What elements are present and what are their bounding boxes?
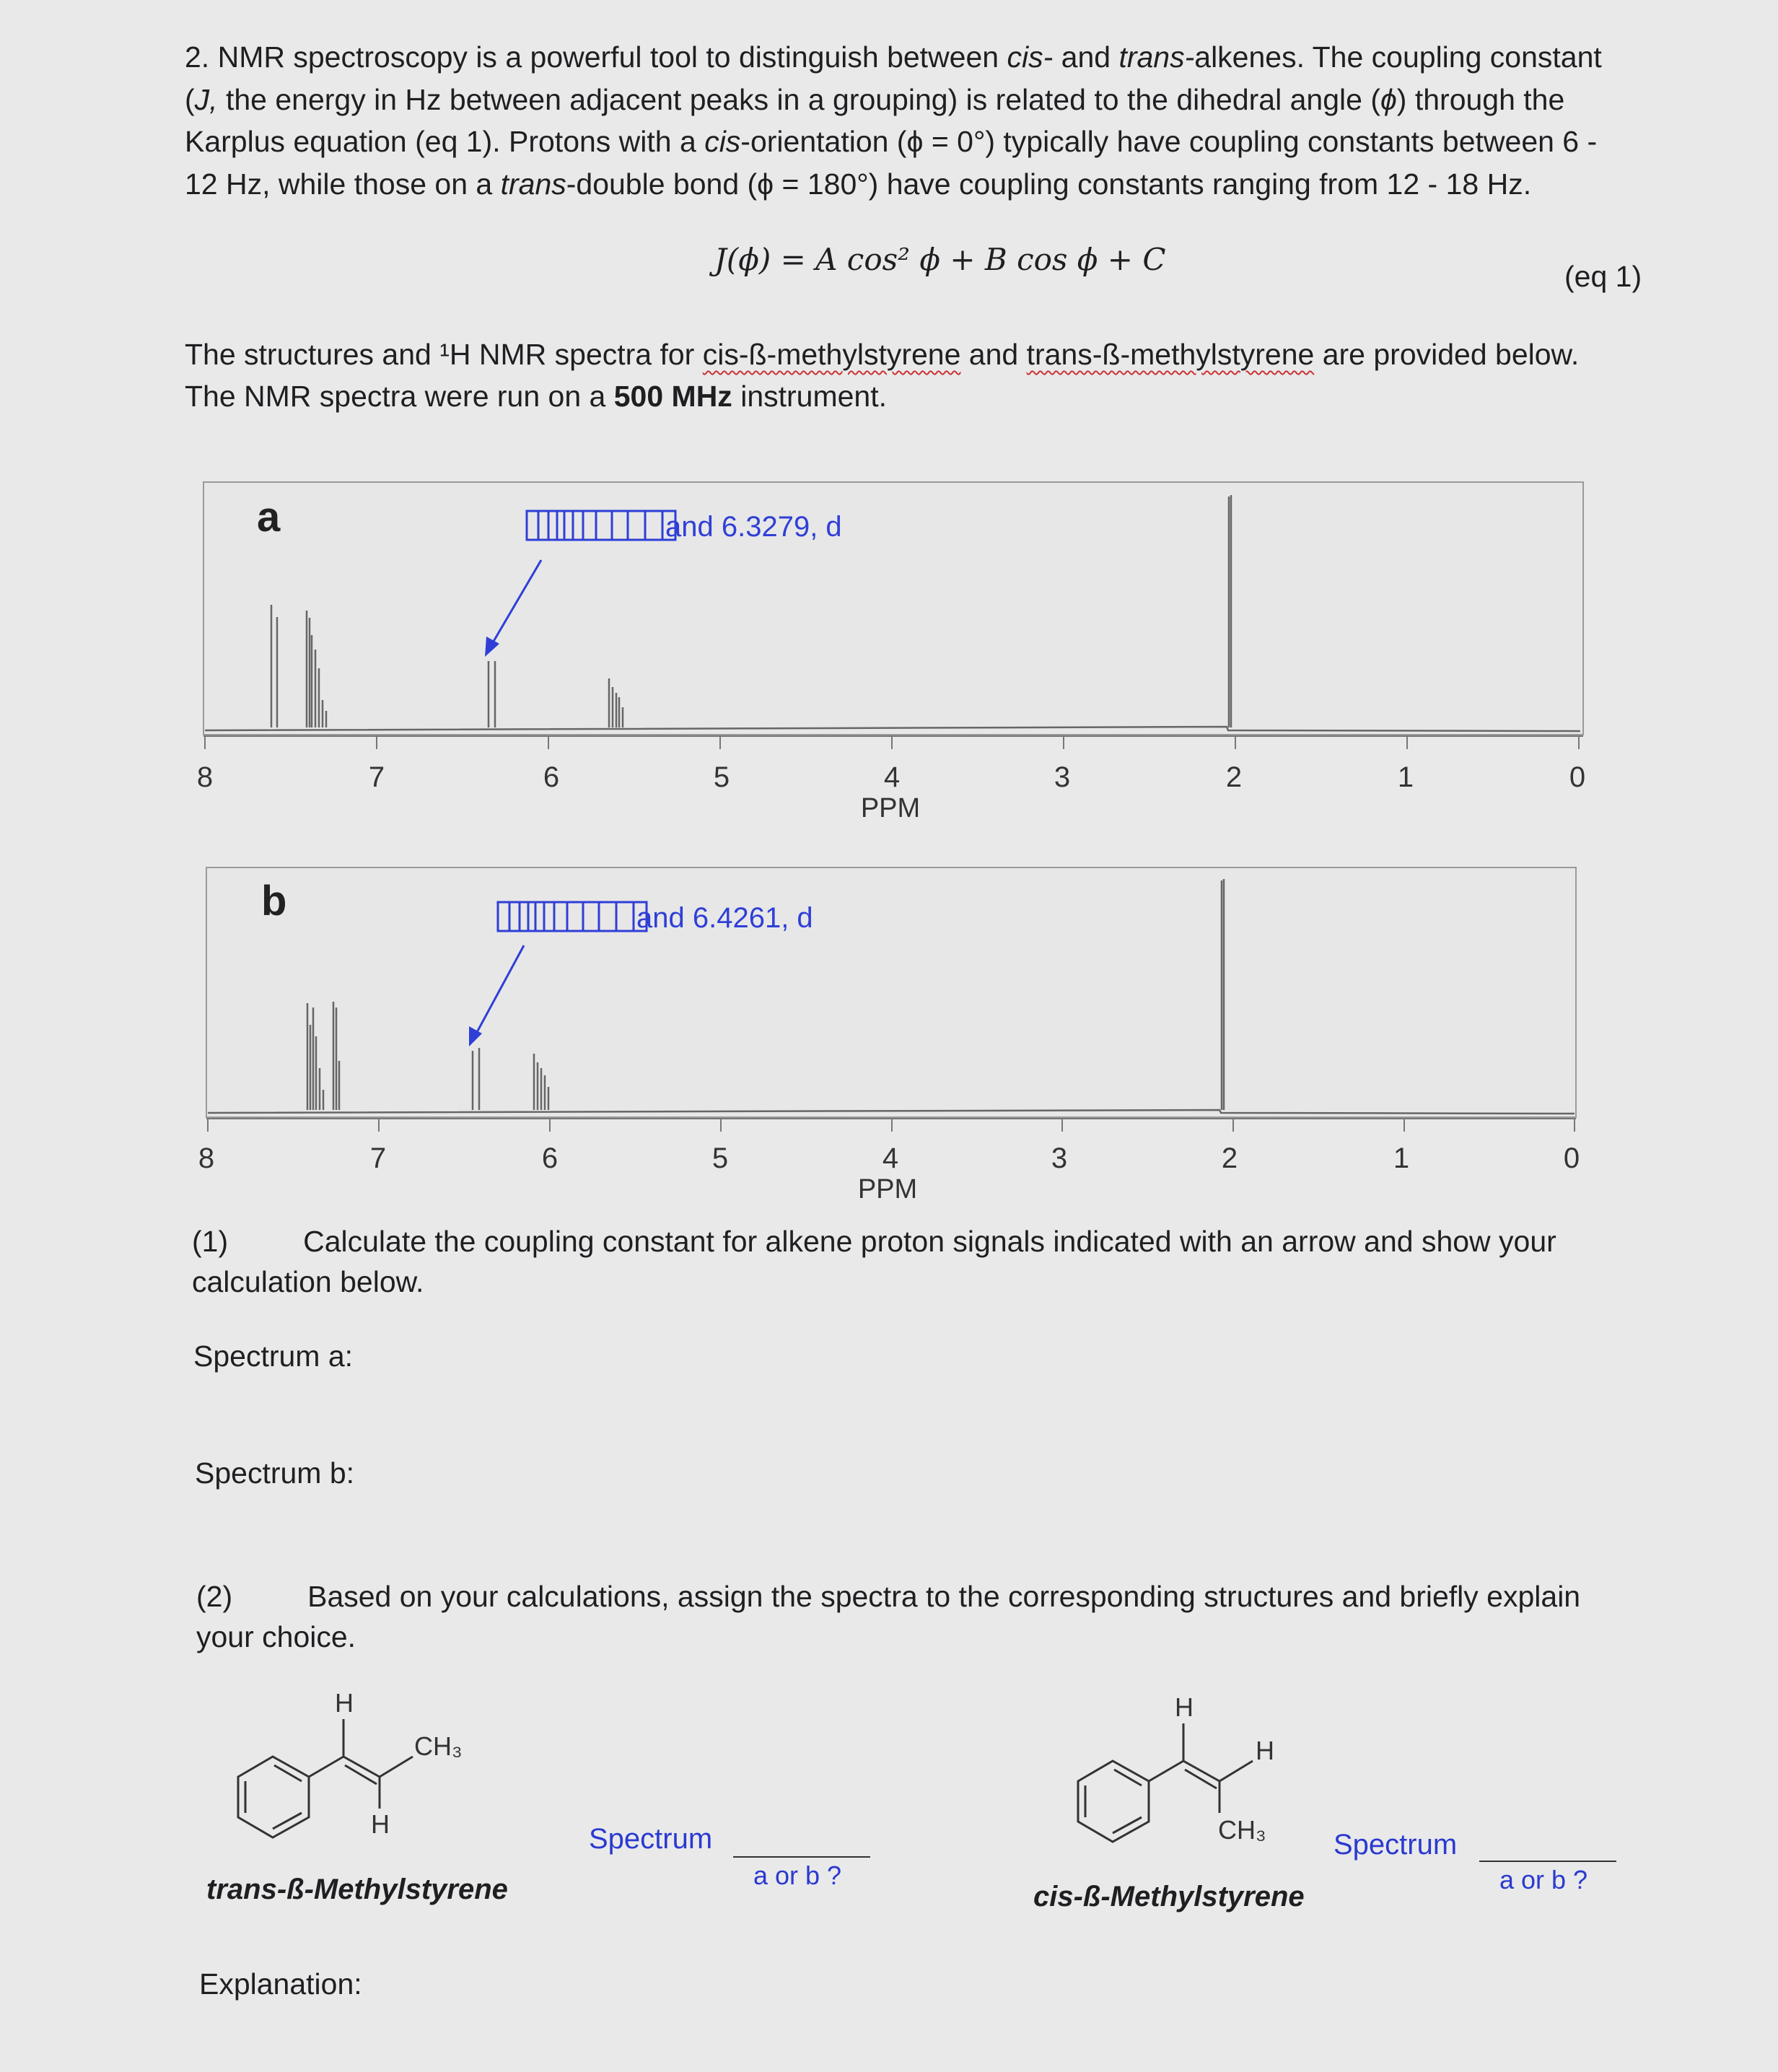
- part2-text: Based on your calculations, assign the spectra to the corresponding structures and briefly explain your choice.: [196, 1580, 1581, 1653]
- question-paragraph: [185, 36, 1628, 205]
- trans-methylstyrene-structure: [216, 1682, 520, 1855]
- alkene-bonds: [1149, 1723, 1253, 1813]
- structures-text-part: are provided below. The NMR spectra were run on a: [185, 338, 1580, 413]
- spectrum-a-label: a: [257, 494, 281, 541]
- tick-label: 2: [1225, 761, 1243, 793]
- cis-term: cis: [704, 125, 741, 158]
- atom-h-top: H: [335, 1688, 354, 1718]
- alkene-bonds: [309, 1719, 413, 1809]
- tick-label: 4: [882, 1142, 899, 1174]
- tick-label: 2: [1221, 1142, 1238, 1174]
- tick-label: 0: [1569, 761, 1586, 793]
- part1-text: Calculate the coupling constant for alkene proton signals indicated with an arrow and show your calculation below.: [192, 1225, 1556, 1298]
- tick-label: 6: [543, 761, 560, 793]
- structures-text-part: The structures and ¹H NMR spectra for: [185, 338, 703, 371]
- spectrum-b-frame: [206, 867, 1576, 1117]
- part2-question: [196, 1576, 1625, 1657]
- tick-label: 6: [541, 1142, 559, 1174]
- spectrum-a-tick-labels: [197, 761, 1585, 823]
- question-text-part: NMR spectroscopy is a powerful tool to distinguish between: [217, 40, 1007, 74]
- part2-number: (2): [196, 1580, 233, 1613]
- trans-term: trans-: [1118, 40, 1195, 74]
- trans-blank-hint: a or b ?: [753, 1861, 842, 1890]
- tick-label: 5: [711, 1142, 729, 1174]
- tick-label: 5: [713, 761, 730, 793]
- question-text-part: and: [1053, 40, 1119, 74]
- spectrum-b-ticks: [208, 1119, 1575, 1132]
- cis-compound-label: cis-ß-Methylstyrene: [1033, 1881, 1305, 1913]
- benzene-ring: [238, 1757, 309, 1837]
- phi-symbol: ϕ: [1380, 82, 1397, 116]
- j-symbol: J,: [194, 82, 218, 116]
- question-text-part: the energy in Hz between adjacent peaks in a grouping) is related to the dihedral angle (: [217, 82, 1380, 116]
- tick-label: 8: [196, 761, 214, 793]
- benzene-ring: [1078, 1761, 1149, 1842]
- explanation-label: Explanation:: [199, 1967, 362, 2001]
- trans-spectrum-blank[interactable]: [733, 1856, 870, 1858]
- structures-paragraph: [185, 333, 1628, 417]
- ring-double-bonds: [245, 1765, 302, 1829]
- cis-spectrum-blank[interactable]: [1479, 1861, 1616, 1862]
- structures-text-part: instrument.: [732, 380, 888, 413]
- question-text-part: ) through the Karplus equation (eq 1). Protons with a: [185, 82, 1565, 158]
- question-text-part: -orientation (ϕ = 0°) typically have coupling constants between 6 - 12 Hz, while those on a: [185, 125, 1598, 201]
- tick-label: 4: [883, 761, 901, 793]
- atom-h-bottom: H: [371, 1809, 390, 1839]
- tick-label: 8: [198, 1142, 215, 1174]
- spectrum-a-frame: [203, 482, 1583, 735]
- tick-label: 7: [368, 761, 385, 793]
- nmr-spectrum-b: [0, 852, 1778, 1212]
- axis-label-ppm: PPM: [857, 1174, 918, 1205]
- tick-label: 7: [369, 1142, 387, 1174]
- tick-label: 1: [1393, 1142, 1410, 1174]
- trans-compound-label: trans-ß-Methylstyrene: [206, 1874, 508, 1905]
- tick-label: 3: [1051, 1142, 1068, 1174]
- spectrum-b-label: b: [261, 878, 287, 924]
- axis-label-ppm: PPM: [860, 793, 921, 823]
- instrument-frequency: 500 MHz: [613, 380, 732, 413]
- part1-number: (1): [192, 1225, 229, 1258]
- tick-label: 1: [1397, 761, 1414, 793]
- spectrum-a-answer-label: Spectrum a:: [193, 1339, 354, 1373]
- equation-tag: (eq 1): [1564, 260, 1642, 293]
- atom-h-top: H: [1175, 1692, 1194, 1722]
- trans-spectrum-label: Spectrum: [589, 1823, 713, 1855]
- peak-annotation-a: and 6.3279, d: [665, 511, 842, 543]
- question-number: 2.: [185, 40, 210, 74]
- spectrum-a-ticks: [205, 736, 1579, 749]
- question-text-part: alkenes. The coupling constant (: [185, 40, 1602, 116]
- trans-compound-name: trans-ß-methylstyrene: [1026, 338, 1315, 371]
- atom-ch3: CH₃: [414, 1731, 463, 1761]
- cis-compound-name: cis-ß-methylstyrene: [702, 338, 961, 371]
- question-text-part: -double bond (ϕ = 180°) have coupling constants ranging from 12 - 18 Hz.: [566, 167, 1532, 201]
- atom-ch3: CH₃: [1218, 1815, 1266, 1845]
- atom-h-right: H: [1256, 1736, 1274, 1765]
- tick-label: 3: [1054, 761, 1071, 793]
- ring-double-bonds: [1085, 1770, 1142, 1833]
- karplus-equation: J(ϕ) = A cos² ϕ + B cos ϕ + C: [714, 242, 1166, 277]
- cis-blank-hint: a or b ?: [1499, 1865, 1588, 1894]
- part1-question: [192, 1221, 1621, 1302]
- cis-methylstyrene-structure: [1054, 1686, 1313, 1859]
- peak-annotation-b: and 6.4261, d: [636, 902, 813, 934]
- spectrum-b-answer-label: Spectrum b:: [195, 1456, 355, 1490]
- structures-text-part: and: [960, 338, 1027, 371]
- spectrum-b-tick-labels: [198, 1142, 1580, 1205]
- cis-spectrum-label: Spectrum: [1334, 1829, 1458, 1861]
- cis-term: cis-: [1007, 40, 1054, 74]
- nmr-spectrum-a: [0, 462, 1778, 837]
- tick-label: 0: [1563, 1142, 1580, 1174]
- trans-term: trans: [500, 167, 566, 201]
